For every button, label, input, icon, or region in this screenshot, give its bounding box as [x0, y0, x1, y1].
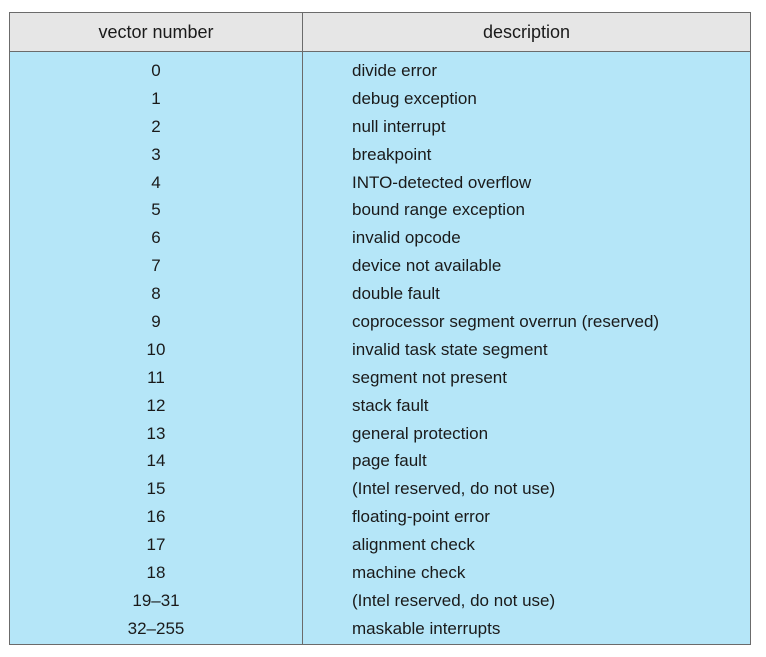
- table-row-vector: 7: [151, 256, 161, 276]
- table-row-description: (Intel reserved, do not use): [352, 479, 556, 499]
- table-body: [10, 52, 750, 644]
- header-description: description: [482, 21, 571, 42]
- table-row-vector: 18: [146, 563, 166, 583]
- table-row-vector: 6: [151, 228, 161, 248]
- table-row-description: null interrupt: [352, 116, 446, 136]
- table-row-vector: 19–31: [132, 590, 180, 610]
- table-row-description: machine check: [352, 563, 466, 583]
- table-row-description: invalid opcode: [352, 228, 461, 248]
- table-row-description: stack fault: [352, 395, 429, 415]
- table-row-vector: 13: [146, 423, 166, 443]
- table-row-vector: 12: [146, 395, 166, 415]
- header-vector-number: vector number: [10, 13, 303, 51]
- table-row-vector: 1: [151, 88, 161, 108]
- table-row-vector: 9: [151, 312, 161, 332]
- table-row-vector: 10: [146, 339, 166, 359]
- table-row-vector: 11: [147, 367, 165, 387]
- table-row-description: invalid task state segment: [352, 339, 548, 359]
- table-row-vector: 4: [151, 172, 161, 192]
- vector-number-column: [10, 52, 303, 644]
- table-row-description: debug exception: [352, 88, 477, 108]
- table-row-vector: 3: [151, 144, 161, 164]
- table-row-vector: 2: [151, 116, 161, 136]
- table-row-description: INTO-detected overflow: [352, 172, 532, 192]
- table-row-vector: 16: [146, 507, 166, 527]
- table-row-vector: 8: [151, 284, 161, 304]
- interrupt-vector-table: [9, 12, 751, 645]
- table-row-description: segment not present: [352, 367, 507, 387]
- table-row-description: divide error: [352, 61, 438, 80]
- table-row-description: maskable interrupts: [352, 618, 501, 638]
- table-row-description: floating-point error: [352, 507, 490, 527]
- table-row-description: breakpoint: [352, 144, 432, 164]
- table-row-description: coprocessor segment overrun (reserved): [352, 312, 660, 332]
- description-column: [303, 52, 750, 644]
- table-header: [10, 13, 750, 52]
- table-row-description: general protection: [352, 423, 489, 443]
- table-row-description: page fault: [352, 451, 427, 471]
- table-row-description: bound range exception: [352, 200, 525, 220]
- table-row-description: device not available: [352, 256, 502, 276]
- table-row-vector: 14: [146, 451, 166, 471]
- table-row-vector: 15: [146, 479, 166, 499]
- table-row-description: alignment check: [352, 535, 475, 555]
- table-row-description: double fault: [352, 284, 440, 304]
- table-row-vector: 5: [151, 200, 161, 220]
- table-row-vector: 0: [151, 61, 161, 80]
- table-row-vector: 32–255: [127, 618, 185, 638]
- table-row-description: (Intel reserved, do not use): [352, 590, 556, 610]
- table-row-vector: 17: [146, 535, 166, 555]
